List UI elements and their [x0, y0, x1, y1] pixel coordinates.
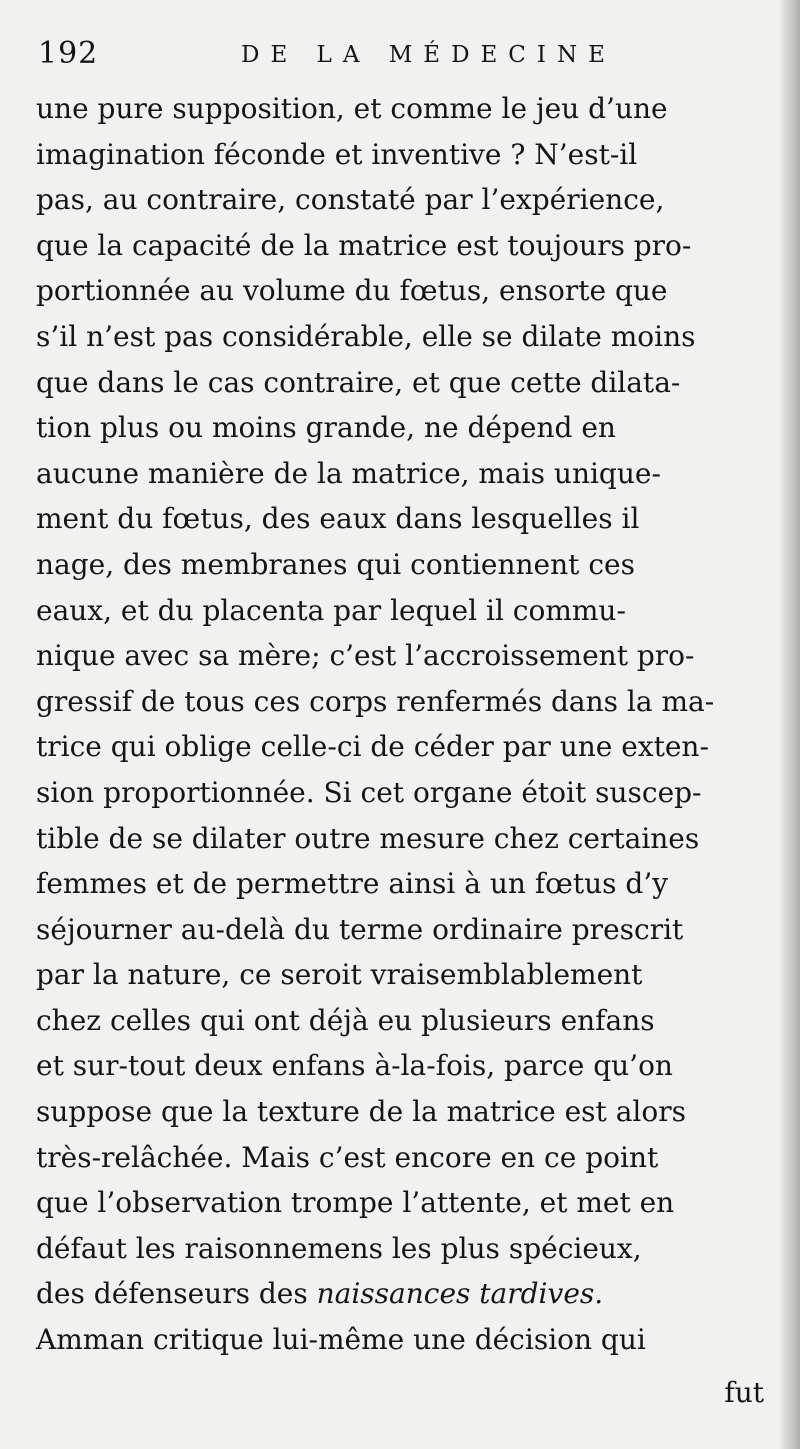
text-line: nage, des membranes qui contiennent ces — [36, 547, 635, 581]
text-line: s’il n’est pas considérable, elle se dilate moins — [36, 319, 696, 353]
page-header — [38, 28, 758, 78]
running-head: DE LA MÉDECINE — [241, 42, 616, 68]
text-line: sion proportionnée. Si cet organe étoit suscep- — [36, 775, 702, 809]
text-line: aucune manière de la matrice, mais unique- — [36, 456, 661, 490]
text-line: nique avec sa mère; c’est l’accroissement pro- — [36, 639, 695, 673]
catchword: fut — [724, 1376, 764, 1409]
italic-phrase: naissances tardives. — [316, 1277, 604, 1311]
text-line: portionnée au volume du fœtus, ensorte que — [36, 274, 668, 308]
text-line: des défenseurs des naissances tardives. — [36, 1277, 604, 1311]
text-line: tion plus ou moins grande, ne dépend en — [36, 411, 616, 445]
text-line: tible de se dilater outre mesure chez certaines — [36, 821, 700, 855]
text-line: et sur-tout deux enfans à-la-fois, parce qu’on — [36, 1049, 673, 1083]
text-line: gressif de tous ces corps renfermés dans la ma- — [36, 684, 715, 718]
text-line: trice qui oblige celle-ci de céder par une exten- — [36, 730, 709, 764]
text-line: très-relâchée. Mais c’est encore en ce point — [36, 1140, 659, 1174]
text-line: que la capacité de la matrice est toujours pro- — [36, 228, 692, 262]
text-line: imagination féconde et inventive ? N’est-il — [36, 137, 638, 171]
text-line: femmes et de permettre ainsi à un fœtus d’y — [36, 867, 669, 901]
text-line: suppose que la texture de la matrice est alors — [36, 1095, 686, 1129]
text-line: ment du fœtus, des eaux dans lesquelles il — [36, 502, 640, 536]
text-line: par la nature, ce seroit vraisemblablement — [36, 958, 643, 992]
text-line: que dans le cas contraire, et que cette dilata- — [36, 365, 681, 399]
text-line: une pure supposition, et comme le jeu d’une — [36, 92, 668, 125]
text-line: pas, au contraire, constaté par l’expérience, — [36, 183, 665, 217]
text-line: séjourner au-delà du terme ordinaire prescrit — [36, 912, 684, 946]
page-number: 192 — [38, 36, 99, 71]
text-line: eaux, et du placenta par lequel il commu- — [36, 593, 626, 627]
text-line: défaut les raisonnemens les plus spécieux, — [36, 1231, 642, 1265]
text-line: que l’observation trompe l’attente, et met en — [36, 1186, 675, 1220]
text-line: chez celles qui ont déjà eu plusieurs enfans — [36, 1003, 655, 1037]
text-line: Amman critique lui-même une décision qui — [36, 1323, 646, 1357]
body-text — [36, 86, 762, 1363]
